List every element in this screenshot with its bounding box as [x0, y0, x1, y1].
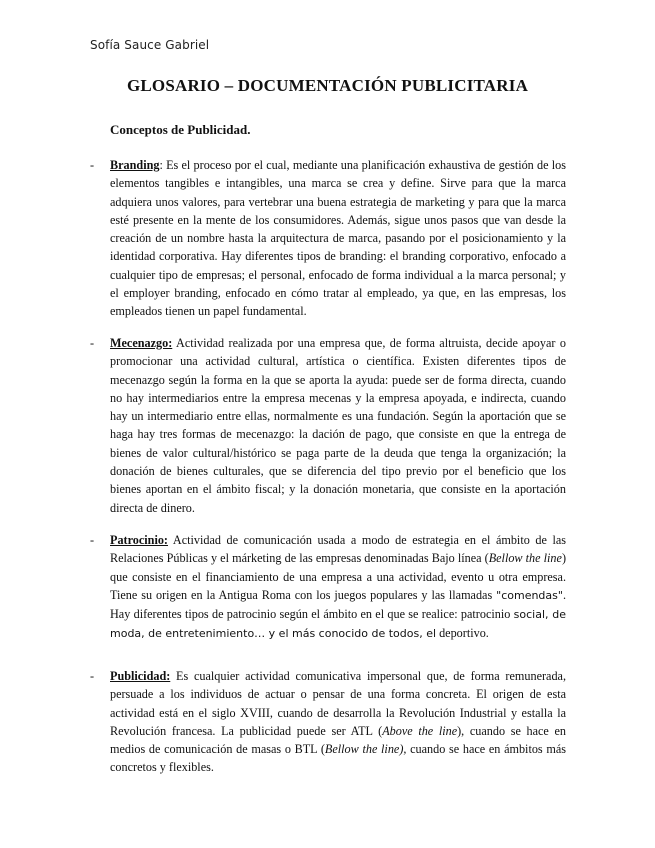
author-name: Sofía Sauce Gabriel — [90, 38, 210, 52]
term-publicidad: Publicidad: — [110, 669, 171, 683]
entry-publicidad — [110, 667, 566, 777]
definition-patrocinio-italic: Bellow the line — [488, 551, 562, 566]
bullet-marker: - — [90, 336, 95, 350]
term-mecenazgo: Mecenazgo: — [110, 336, 173, 350]
definition-patrocinio-part-4: deportivo. — [436, 626, 489, 641]
definition-publicidad-part-2: ), cuando se hace en medios de comunicación de masas o BTL ( — [110, 723, 566, 757]
definition-publicidad-atl: Above the line — [382, 723, 458, 738]
section-heading: Conceptos de Publicidad. — [110, 122, 251, 137]
definition-patrocinio-part-3: . Hay diferentes tipos de patrocinio según el ámbito en el que se realice: patrocinio — [110, 587, 566, 622]
entry-branding — [110, 156, 566, 321]
definition-mecenazgo: Actividad realizada por una empresa que, de forma altruista, decide apoyar o promocionar una actividad cultural, artística o científica. Existen diferentes tipos de mecenazgo según la forma en la que se aporta la ayuda: puede ser de forma directa, cuando no hay intermediarios entre la empresa mecenas y la empresa apoyada, e indirecta, cuando hay un intermediario entre ellas, normalmente es una fundación. Según la aportación que se haga hay tres formas de mecenazgo: la dación de pago, que consiste en que la entrega de bienes de valor cultural/histórico se paga parte de la deuda que tenga la organización; la donación de bienes culturales, que se diferencia del tipo previo por el beneficio que los bienes aportan en el ámbito fiscal; y la donación monetaria, que consiste en la aportación directa de dinero. — [110, 336, 566, 515]
definition-patrocinio-comendas: "comendas" — [496, 588, 563, 602]
bullet-marker: - — [90, 158, 95, 172]
term-branding: Branding — [110, 158, 160, 172]
definition-publicidad-btl: Bellow the line), — [324, 742, 407, 757]
term-patrocinio: Patrocinio: — [110, 533, 168, 547]
entry-mecenazgo — [110, 334, 566, 517]
definition-patrocinio-part-2: ) que consiste en el financiamiento de una empresa a una actividad, evento u otra empresa. Tiene su origen en la Antigua Roma con los juegos populares y las llamadas — [110, 551, 566, 602]
definition-patrocinio-part-1: Actividad de comunicación usada a modo de estrategia en el ámbito de las Relaciones Públicas y el márketing de las empresas denominadas Bajo línea ( — [110, 533, 566, 566]
definition-publicidad-part-3: cuando se hace en ámbitos más concretos y flexibles. — [110, 742, 566, 775]
definition-patrocinio-types: social, de moda, de entretenimiento… y el más conocido de todos, el — [110, 608, 567, 641]
entry-patrocinio — [110, 531, 566, 644]
document-title: GLOSARIO – DOCUMENTACIÓN PUBLICITARIA — [126, 76, 529, 95]
bullet-marker: - — [90, 533, 95, 547]
definition-branding: : Es el proceso por el cual, mediante una planificación exhaustiva de gestión de los elementos tangibles e intangibles, una marca se crea y define. Sirve para que la marca adquiera unos valores, para vertebrar una buena estrategia de marketing y para que la marca esté presente en la mente de los consumidores. Además, sigue unos pasos que van desde la creación de un nombre hasta la arquitectura de marca, pasando por el posicionamiento y la identidad corporativa. Hay diferentes tipos de branding: el branding corporativo, enfocado a cualquier tipo de empresas; el personal, enfocado de forma individual a la marca personal; y el employer branding, enfocado en cómo tratar al empleado, ya que, en las empresas, los empleados tienen un papel fundamental. — [110, 158, 566, 319]
bullet-marker: - — [90, 669, 95, 683]
definition-publicidad-part-1: Es cualquier actividad comunicativa impersonal que, de forma remunerada, persuade a los individuos de actuar o pensar de una forma concreta. El origen de esta actividad está en el siglo XVIII, cuando de desarrolla la Revolución Industrial y estalla la Revolución francesa. La publicidad puede ser ATL ( — [110, 669, 566, 738]
